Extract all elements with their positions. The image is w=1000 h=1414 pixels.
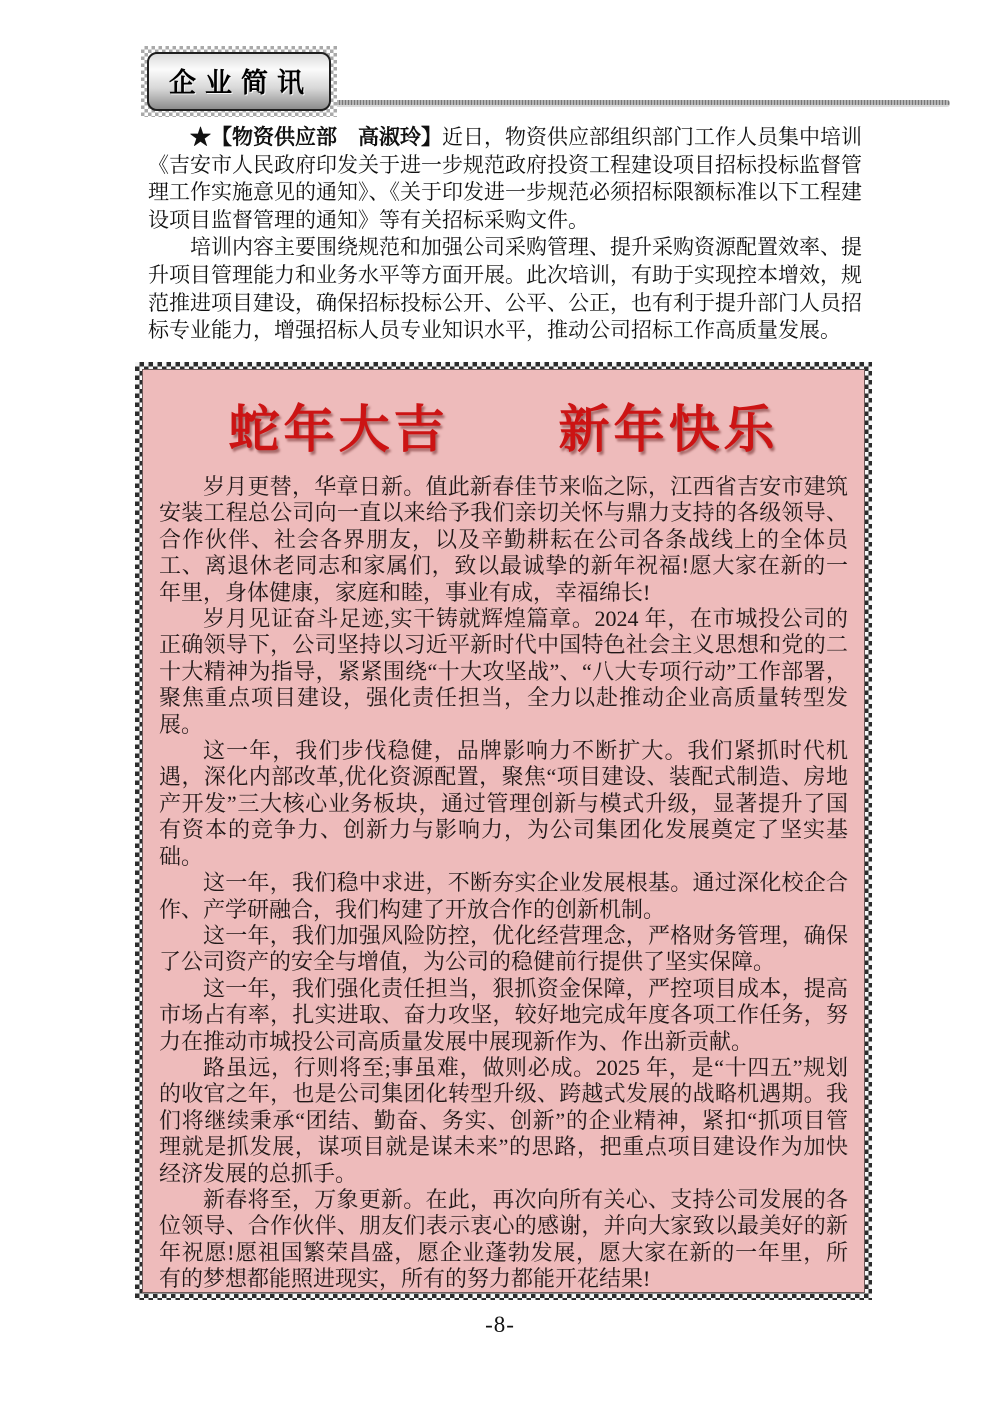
- news-byline: ★【物资供应部 高淑玲】: [190, 125, 442, 149]
- greeting-card-inner: [142, 369, 865, 1293]
- greeting-paragraph: 这一年，我们步伐稳健，品牌影响力不断扩大。我们紧抓时代机遇，深化内部改革,优化资源配置，聚焦“项目建设、装配式制造、房地产开发”三大核心业务板块，通过管理创新与模式升级，显著提升了国有资本的竞争力、创新力与影响力，为公司集团化发展奠定了坚实基础。: [159, 738, 848, 869]
- greeting-paragraph: 岁月见证奋斗足迹,实干铸就辉煌篇章。2024 年，在市城投公司的正确领导下，公司坚持以习近平新时代中国特色社会主义思想和党的二十大精神为指导，紧紧围绕“十大攻坚战”、“八大专项行动”工作部署，聚焦重点项目建设，强化责任担当，全力以赴推动企业高质量转型发展。: [159, 606, 848, 737]
- greeting-paragraph: 路虽远，行则将至;事虽难，做则必成。2025 年，是“十四五”规划的收官之年，也是公司集团化转型升级、跨越式发展的战略机遇期。我们将继续秉承“团结、勤奋、务实、创新”的企业精神，紧扣“抓项目管理就是抓发展，谋项目就是谋未来”的思路，把重点项目建设作为加快经济发展的总抓手。: [159, 1054, 848, 1186]
- news-paragraph-1: [148, 124, 862, 234]
- section-badge-face: [147, 52, 331, 111]
- page-number: -8-: [485, 1312, 515, 1337]
- greeting-paragraph: 这一年，我们加强风险防控，优化经营理念，严格财务管理，确保了公司资产的安全与增值，为公司的稳健前行提供了坚实保障。: [159, 922, 848, 975]
- news-paragraph-2: 培训内容主要围绕规范和加强公司采购管理、提升采购资源配置效率、提升项目管理能力和业务水平等方面开展。此次培训，有助于实现控本增效，规范推进项目建设，确保招标投标公开、公平、公正，也有利于提升部门人员招标专业能力，增强招标人员专业知识水平，推动公司招标工作高质量发展。: [148, 235, 862, 343]
- news-paragraph-1-text: 近日，物资供应部组织部门工作人员集中培训《吉安市人民政府印发关于进一步规范政府投资工程建设项目招标投标监督管理工作实施意见的通知》、《关于印发进一步规范必须招标限额标准以下工程建设项目监督管理的通知》等有关招标采购文件。: [148, 125, 862, 232]
- section-badge: [141, 46, 337, 117]
- greeting-body: [159, 474, 848, 1293]
- greeting-paragraph: 岁月更替，华章日新。值此新春佳节来临之际，江西省吉安市建筑安装工程总公司向一直以来给予我们亲切关怀与鼎力支持的各级领导、合作伙伴、社会各界朋友，以及辛勤耕耘在公司各条战线上的全体员工、离退休老同志和家属们，致以最诚挚的新年祝福!愿大家在新的一年里，身体健康，家庭和睦，事业有成，幸福绵长!: [159, 474, 848, 605]
- greeting-title: 蛇年大吉 新年快乐: [228, 403, 779, 459]
- greeting-paragraph: 新春将至，万象更新。在此，再次向所有关心、支持公司发展的各位领导、合作伙伴、朋友们表示衷心的感谢，并向大家致以最美好的新年祝愿!愿祖国繁荣昌盛，愿企业蓬勃发展，愿大家在新的一年里，所有的梦想都能照进现实，所有的努力都能开花结果!: [159, 1186, 848, 1292]
- section-badge-label: 企业简讯: [169, 68, 313, 98]
- greeting-card: [135, 362, 872, 1300]
- greeting-paragraph: 这一年，我们强化责任担当，狠抓资金保障，严控项目成本，提高市场占有率，扎实进取、奋力攻坚，较好地完成年度各项工作任务，努力在推动市城投公司高质量发展中展现新作为、作出新贡献。: [159, 975, 848, 1054]
- greeting-paragraph: 这一年，我们稳中求进，不断夯实企业发展根基。通过深化校企合作、产学研融合，我们构建了开放合作的创新机制。: [159, 870, 848, 922]
- news-section: [148, 124, 862, 345]
